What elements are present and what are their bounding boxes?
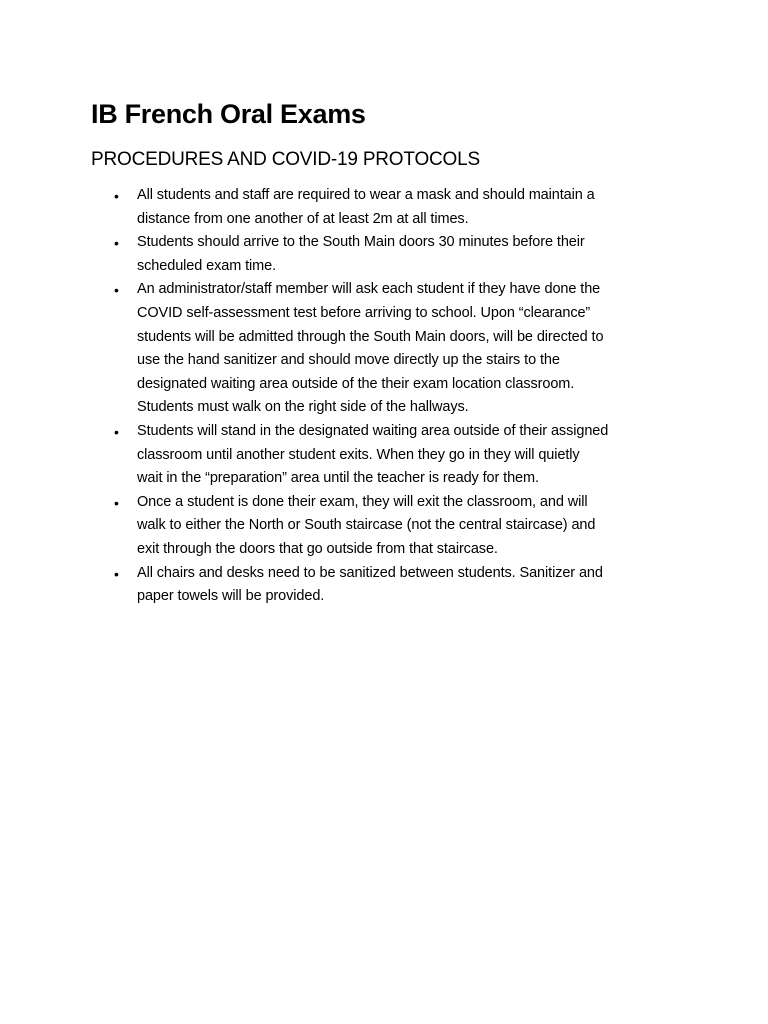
bullet-text-line: Once a student is done their exam, they will exit the classroom, and will	[137, 493, 588, 510]
bullet-text-line: An administrator/staff member will ask each student if they have done the	[137, 281, 601, 298]
list-item	[112, 562, 692, 609]
bullet-text-line: exit through the doors that go outside from that staircase.	[137, 540, 498, 557]
bullet-text-line: students will be admitted through the South Main doors, will be directed to	[137, 328, 604, 345]
bullet-text-line: use the hand sanitizer and should move directly up the stairs to the	[137, 352, 560, 369]
bullet-marker: •	[114, 282, 119, 299]
list-item	[112, 278, 692, 420]
bullet-marker: •	[114, 565, 119, 582]
bullet-text-line: COVID self-assessment test before arriving to school. Upon “clearance”	[137, 304, 591, 321]
bullet-text-line: distance from one another of at least 2m at all times.	[137, 210, 469, 227]
bullet-text-line: All chairs and desks need to be sanitized between students. Sanitizer and	[137, 564, 603, 581]
bullet-text-line: walk to either the North or South staircase (not the central staircase) and	[137, 517, 596, 534]
bullet-text-line: Students will stand in the designated waiting area outside of their assigned	[137, 422, 609, 439]
bullet-marker: •	[114, 235, 119, 252]
list-item	[112, 184, 692, 231]
bullet-marker: •	[114, 423, 119, 440]
list-item	[112, 231, 692, 278]
bullet-text-line: Students must walk on the right side of the hallways.	[137, 399, 469, 416]
list-item	[112, 420, 692, 491]
document-subtitle: PROCEDURES AND COVID-19 PROTOCOLS	[91, 149, 480, 170]
bullet-marker: •	[114, 494, 119, 511]
bullet-text-line: Students should arrive to the South Main doors 30 minutes before their	[137, 234, 585, 251]
bullet-text-line: All students and staff are required to wear a mask and should maintain a	[137, 187, 595, 203]
document-title: IB French Oral Exams	[91, 99, 366, 129]
bullet-text-line: wait in the “preparation” area until the teacher is ready for them.	[137, 470, 539, 487]
bullet-marker: •	[114, 188, 119, 204]
bullet-text-line: classroom until another student exits. When they go in they will quietly	[137, 446, 580, 463]
bullet-text-line: paper towels will be provided.	[137, 588, 325, 605]
procedures-list	[112, 184, 692, 609]
bullet-text-line: designated waiting area outside of the their exam location classroom.	[137, 375, 575, 392]
bullet-text-line: scheduled exam time.	[137, 257, 277, 274]
list-item	[112, 491, 692, 562]
